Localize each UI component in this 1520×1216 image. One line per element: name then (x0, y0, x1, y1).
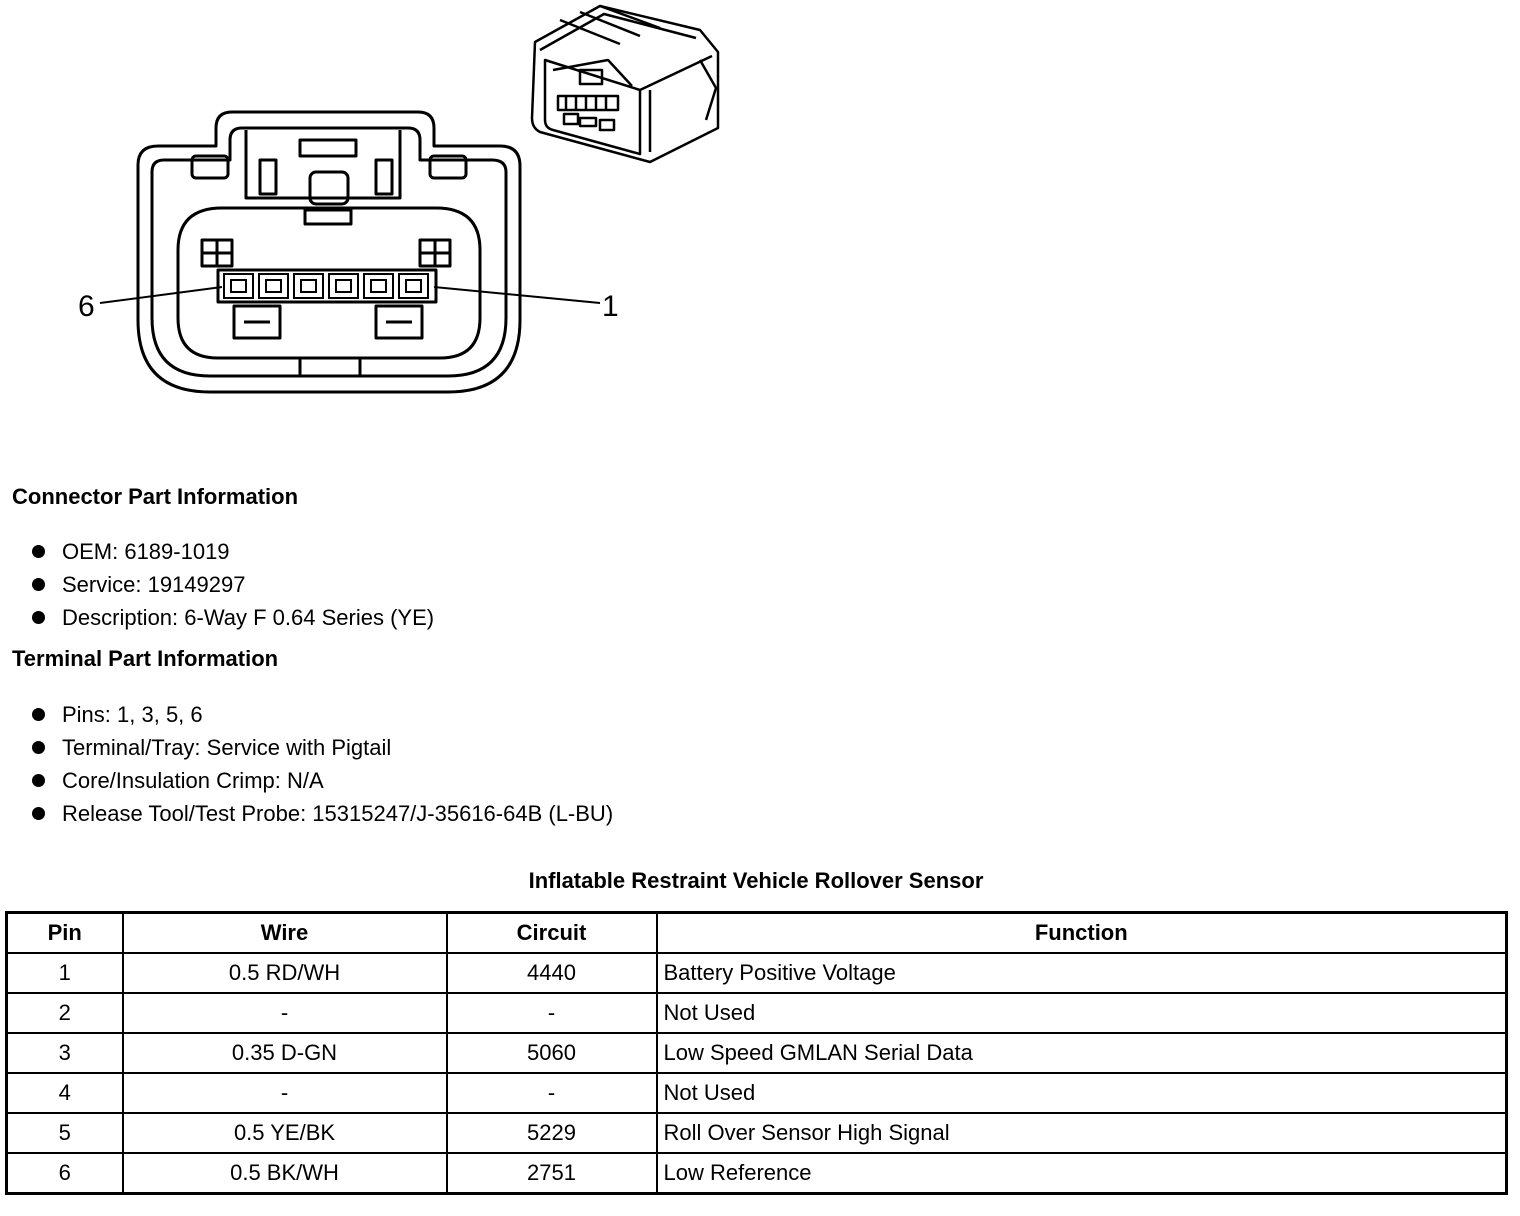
table-header-row (7, 913, 1507, 954)
cell-circuit: 4440 (447, 953, 657, 993)
latch-center (300, 140, 356, 156)
table-row (7, 953, 1507, 993)
bullet-icon (32, 774, 45, 787)
cell-function: Roll Over Sensor High Signal (657, 1113, 1507, 1153)
connector-diagram (0, 0, 760, 410)
pin-table (5, 911, 1508, 1195)
cell-circuit: 5060 (447, 1033, 657, 1073)
cell-function: Battery Positive Voltage (657, 953, 1507, 993)
bullet-icon (32, 708, 45, 721)
list-item: Service: 19149297 (30, 568, 434, 601)
cell-pin: 1 (7, 953, 123, 993)
cell-function: Not Used (657, 993, 1507, 1033)
bullet-icon (32, 741, 45, 754)
pin-cavity-cell (259, 274, 288, 298)
header-wire: Wire (123, 913, 447, 954)
pin-label-6: 6 (78, 290, 95, 323)
list-item: Release Tool/Test Probe: 15315247/J-35616-64B (L-BU) (30, 797, 613, 830)
table-row (7, 1113, 1507, 1153)
cell-circuit: 2751 (447, 1153, 657, 1194)
list-item: Terminal/Tray: Service with Pigtail (30, 731, 613, 764)
latch-clip-left (260, 160, 276, 194)
cell-circuit: - (447, 1073, 657, 1113)
cell-pin: 2 (7, 993, 123, 1033)
cell-function: Not Used (657, 1073, 1507, 1113)
pin-cavity-cell (329, 274, 358, 298)
cell-function: Low Speed GMLAN Serial Data (657, 1033, 1507, 1073)
cell-circuit: 5229 (447, 1113, 657, 1153)
cell-wire: 0.5 RD/WH (123, 953, 447, 993)
list-item: Core/Insulation Crimp: N/A (30, 764, 613, 797)
connector-part-list (30, 535, 434, 634)
bottom-tab (300, 358, 360, 376)
bullet-icon (32, 578, 45, 591)
list-item: Pins: 1, 3, 5, 6 (30, 698, 613, 731)
table-title: Inflatable Restraint Vehicle Rollover Sensor (528, 868, 984, 893)
cell-wire: 0.5 YE/BK (123, 1113, 447, 1153)
cell-pin: 3 (7, 1033, 123, 1073)
connector-3d-illustration (532, 6, 718, 162)
terminal-part-heading: Terminal Part Information (12, 646, 279, 671)
pin-terminal (231, 280, 246, 292)
list-item: OEM: 6189-1019 (30, 535, 434, 568)
pin-label-1: 1 (602, 290, 619, 323)
table-row (7, 1033, 1507, 1073)
bullet-icon (32, 611, 45, 624)
pin-cavity-cell (399, 274, 428, 298)
pin-cavity-cell (294, 274, 323, 298)
cell-wire: - (123, 1073, 447, 1113)
cell-pin: 5 (7, 1113, 123, 1153)
cell-wire: 0.35 D-GN (123, 1033, 447, 1073)
header-circuit: Circuit (447, 913, 657, 954)
table-row (7, 1153, 1507, 1194)
leader-line-pin-1 (434, 287, 600, 303)
pin-terminal (266, 280, 281, 292)
pin-cavity-cell (364, 274, 393, 298)
latch-clip-right (376, 160, 392, 194)
bullet-icon (32, 545, 45, 558)
connector-outer-outline (138, 112, 520, 392)
cell-wire: 0.5 BK/WH (123, 1153, 447, 1194)
pin-terminal (301, 280, 316, 292)
cell-function: Low Reference (657, 1153, 1507, 1194)
bullet-icon (32, 807, 45, 820)
pin-terminal (406, 280, 421, 292)
cell-pin: 4 (7, 1073, 123, 1113)
pin-terminal (371, 280, 386, 292)
header-function: Function (657, 913, 1507, 954)
table-row (7, 1073, 1507, 1113)
pin-terminal (336, 280, 351, 292)
pin-cavity-cell (224, 274, 253, 298)
terminal-part-list (30, 698, 613, 830)
leader-line-pin-6 (100, 287, 222, 303)
latch-notch (305, 210, 351, 224)
header-pin: Pin (7, 913, 123, 954)
cell-circuit: - (447, 993, 657, 1033)
connector-part-heading: Connector Part Information (12, 484, 299, 509)
cell-pin: 6 (7, 1153, 123, 1194)
list-item: Description: 6-Way F 0.64 Series (YE) (30, 601, 434, 634)
table-row (7, 993, 1507, 1033)
cell-wire: - (123, 993, 447, 1033)
